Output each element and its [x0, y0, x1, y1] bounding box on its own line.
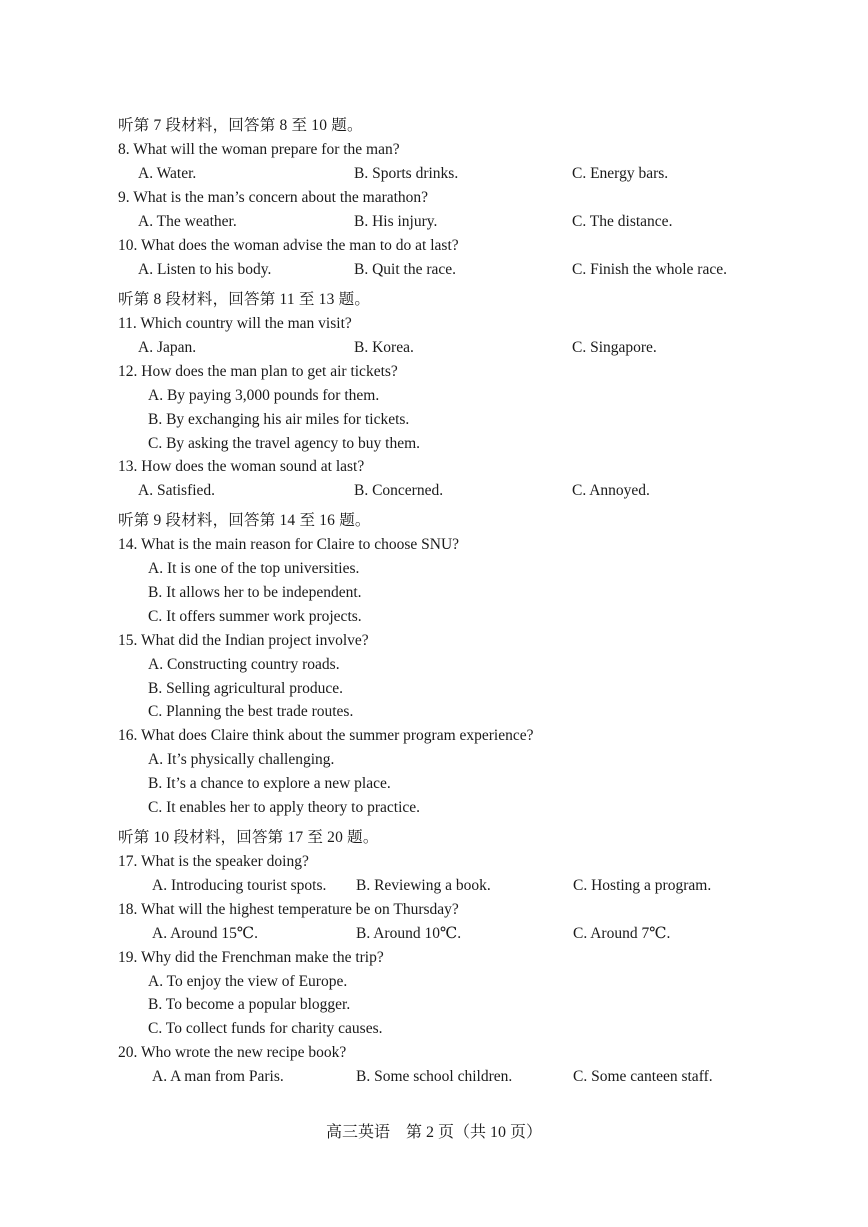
- answer-option: A. Around 15℃.: [152, 924, 259, 942]
- answer-option: A. Water.: [138, 165, 197, 182]
- question-text: 16. What does Claire think about the summer program experience?: [118, 727, 534, 745]
- answer-option: A. The weather.: [138, 213, 237, 230]
- question-text: 19. Why did the Frenchman make the trip?: [118, 948, 384, 966]
- question-text: 14. What is the main reason for Claire to choose SNU?: [118, 536, 460, 554]
- question-text: 13. How does the woman sound at last?: [118, 458, 365, 476]
- answer-option: B. Quit the race.: [354, 261, 457, 278]
- answer-option: C. Some canteen staff.: [573, 1067, 713, 1085]
- answer-option: C. It offers summer work projects.: [148, 607, 362, 625]
- answer-option: C. To collect funds for charity causes.: [148, 1020, 383, 1038]
- section-header: 听第 10 段材料，回答第 17 至 20 题。: [118, 828, 379, 846]
- answer-options: [118, 874, 778, 898]
- answer-option: C. Planning the best trade routes.: [148, 703, 354, 721]
- question-text: 20. Who wrote the new recipe book?: [118, 1043, 347, 1061]
- question-text: 17. What is the speaker doing?: [118, 852, 309, 870]
- answer-options: [118, 210, 778, 234]
- answer-option: C. Energy bars.: [572, 165, 669, 182]
- answer-option: B. Concerned.: [354, 482, 444, 500]
- answer-option: A. Japan.: [138, 339, 197, 356]
- answer-option: B. By exchanging his air miles for tickets.: [148, 410, 410, 428]
- answer-option: C. Around 7℃.: [573, 924, 671, 942]
- answer-option: B. His injury.: [354, 213, 438, 230]
- answer-option: C. Singapore.: [572, 339, 657, 356]
- answer-option: B. It’s a chance to explore a new place.: [148, 774, 391, 792]
- answer-options: [118, 258, 778, 282]
- answer-option: A. Satisfied.: [138, 482, 216, 500]
- question-text: 11. Which country will the man visit?: [118, 315, 352, 332]
- answer-option: B. To become a popular blogger.: [148, 996, 351, 1014]
- section-header: 听第 8 段材料，回答第 11 至 13 题。: [118, 291, 371, 308]
- answer-option: A. Introducing tourist spots.: [152, 876, 327, 894]
- answer-option: B. It allows her to be independent.: [148, 584, 362, 602]
- question-list: [118, 114, 778, 1089]
- question-text: 18. What will the highest temperature be on Thursday?: [118, 900, 459, 918]
- answer-options: [118, 1065, 778, 1089]
- question-text: 12. How does the man plan to get air tickets?: [118, 363, 398, 380]
- answer-options: [118, 162, 778, 186]
- answer-option: B. Korea.: [354, 339, 414, 356]
- section-header: 听第 7 段材料，回答第 8 至 10 题。: [118, 117, 363, 134]
- answer-option: B. Selling agricultural produce.: [148, 679, 343, 697]
- question-text: 10. What does the woman advise the man to do at last?: [118, 237, 459, 254]
- answer-option: C. It enables her to apply theory to practice.: [148, 798, 421, 816]
- answer-option: C. Finish the whole race.: [572, 261, 727, 278]
- page-footer: 高三英语 第 2 页（共 10 页）: [325, 1124, 542, 1141]
- answer-options: [118, 479, 778, 503]
- answer-option: A. To enjoy the view of Europe.: [148, 972, 348, 990]
- answer-option: C. The distance.: [572, 213, 673, 230]
- answer-options: [118, 336, 778, 360]
- question-text: 8. What will the woman prepare for the man?: [118, 141, 400, 158]
- section-header: 听第 9 段材料，回答第 14 至 16 题。: [118, 512, 371, 530]
- question-text: 9. What is the man’s concern about the marathon?: [118, 189, 429, 206]
- answer-option: C. By asking the travel agency to buy them.: [148, 434, 421, 452]
- answer-option: B. Reviewing a book.: [356, 876, 491, 894]
- answer-option: B. Around 10℃.: [356, 924, 462, 942]
- answer-option: C. Hosting a program.: [573, 876, 712, 894]
- answer-options: [118, 922, 778, 946]
- answer-option: A. Listen to his body.: [138, 261, 272, 278]
- answer-option: B. Some school children.: [356, 1067, 513, 1085]
- question-text: 15. What did the Indian project involve?: [118, 631, 369, 649]
- answer-option: A. Constructing country roads.: [148, 655, 340, 673]
- answer-option: A. It’s physically challenging.: [148, 751, 335, 769]
- answer-option: C. Annoyed.: [572, 482, 650, 500]
- answer-option: A. It is one of the top universities.: [148, 560, 360, 578]
- answer-option: B. Sports drinks.: [354, 165, 459, 182]
- answer-option: A. By paying 3,000 pounds for them.: [148, 387, 380, 404]
- answer-option: A. A man from Paris.: [152, 1067, 284, 1085]
